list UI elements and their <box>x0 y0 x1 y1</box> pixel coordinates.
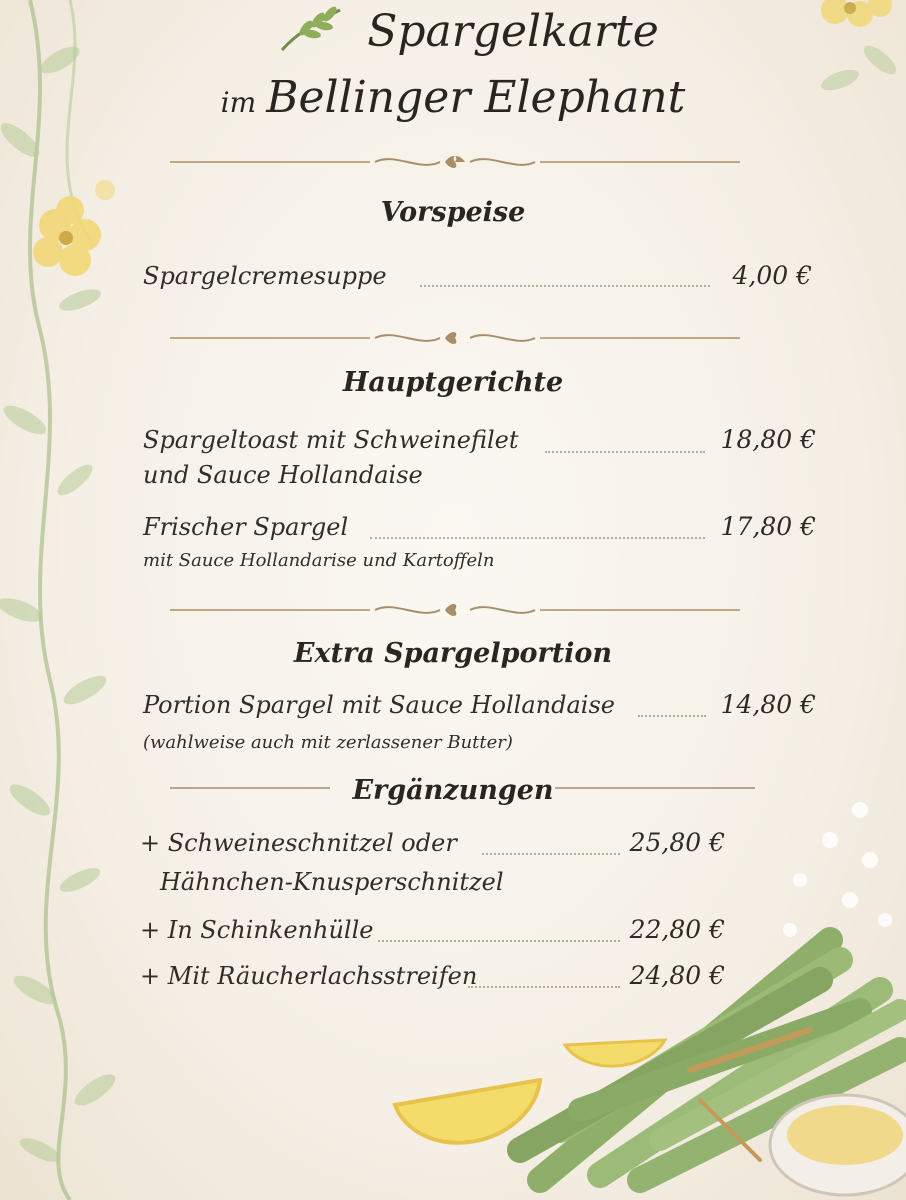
menu-item-price: 4,00 € <box>732 261 812 290</box>
menu-item-name: Spargelcremesuppe <box>143 262 387 290</box>
dot-leader <box>468 984 620 988</box>
section-heading-hauptgerichte: Hauptgerichte <box>342 367 564 398</box>
restaurant-name <box>0 72 906 123</box>
dot-leader <box>378 938 620 942</box>
section-heading-ergaenzungen: Ergänzungen <box>352 775 554 806</box>
ornament-divider-icon <box>170 328 740 348</box>
dot-leader <box>420 283 710 287</box>
menu-item-name-line2: und Sauce Hollandaise <box>143 461 423 489</box>
section-heading-vorspeise: Vorspeise <box>380 197 526 228</box>
ornament-divider-icon <box>170 152 740 172</box>
menu-item-price: 22,80 € <box>629 915 725 944</box>
restaurant-name-text: Bellinger Elephant <box>266 72 686 123</box>
menu-item-price: 24,80 € <box>629 961 725 990</box>
dot-leader <box>370 535 705 539</box>
dot-leader <box>482 851 620 855</box>
menu-item-name: + Mit Räucherlachsstreifen <box>140 962 478 990</box>
ornament-divider-icon <box>170 600 740 620</box>
menu-item-price: 14,80 € <box>720 690 816 719</box>
yellow-flower <box>33 180 115 276</box>
sauce-bowl <box>770 1095 906 1195</box>
menu-item-name-line2: Hähnchen-Knusperschnitzel <box>160 868 504 896</box>
menu-item-note: mit Sauce Hollandarise und Kartoffeln <box>143 550 495 571</box>
menu-item-note: (wahlweise auch mit zerlassener Butter) <box>143 732 513 753</box>
dot-leader <box>545 449 705 453</box>
menu-item-name: Portion Spargel mit Sauce Hollandaise <box>143 691 615 719</box>
menu-item-price: 25,80 € <box>629 828 725 857</box>
menu-title: Spargelkarte <box>367 6 659 57</box>
menu-item-name: Spargeltoast mit Schweinefilet <box>143 426 519 454</box>
menu-item-name: + In Schinkenhülle <box>140 916 374 944</box>
dot-leader <box>638 713 706 717</box>
menu-item-price: 17,80 € <box>720 512 816 541</box>
menu-item-price: 18,80 € <box>720 425 816 454</box>
menu-item-name: + Schweineschnitzel oder <box>140 829 457 857</box>
menu-item-name: Frischer Spargel <box>143 513 349 541</box>
section-heading-extra: Extra Spargelportion <box>293 638 613 669</box>
title-prefix: im <box>220 86 257 119</box>
